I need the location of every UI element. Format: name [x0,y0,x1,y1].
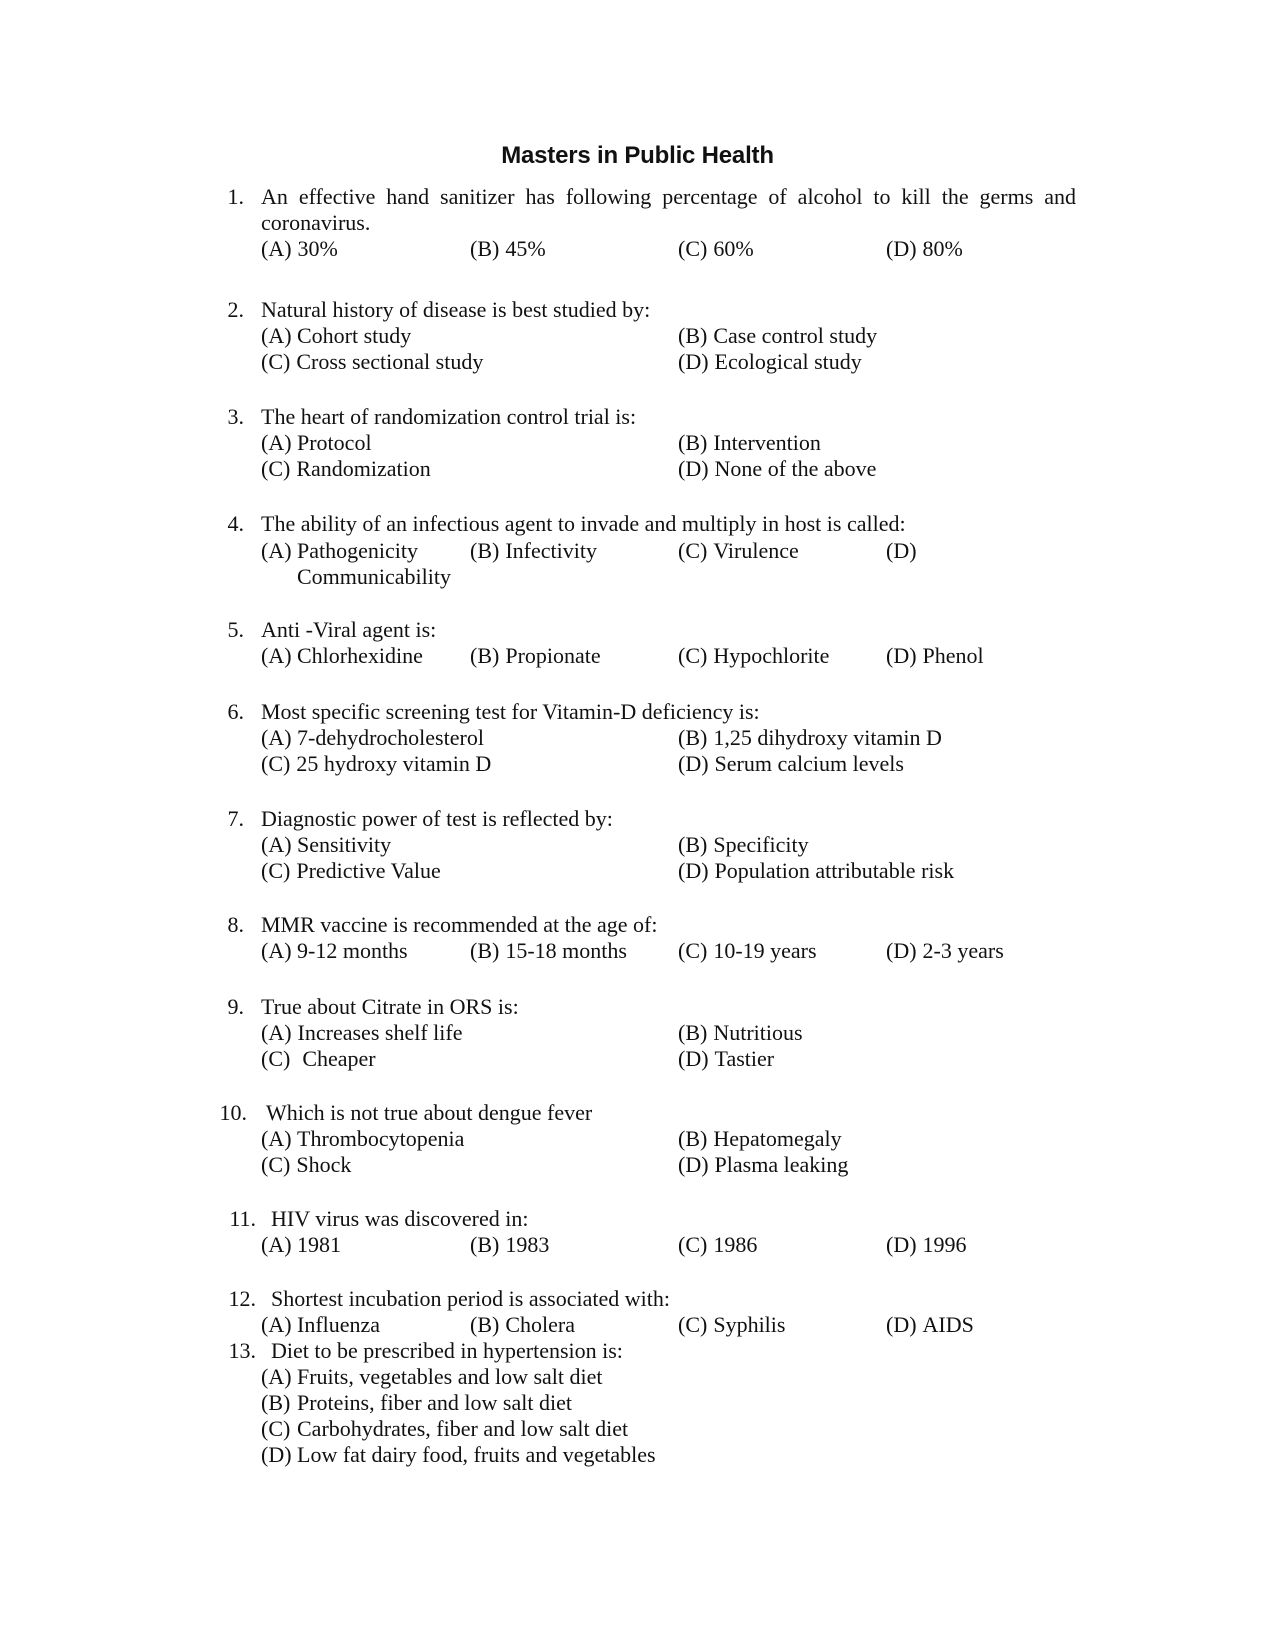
option-a [261,725,484,751]
option-b [470,236,546,262]
option-c [678,236,754,262]
option-d [886,236,963,262]
option-label: (D) [678,456,709,481]
option-text: Low fat dairy food, fruits and vegetables [297,1442,656,1467]
option-text: 1986 [713,1232,758,1257]
option-label: (C) [678,938,708,963]
question-number: 10. [219,1100,247,1125]
option-label: (A) [261,1126,292,1151]
option-label: (C) [678,643,708,668]
option-label: (A) [261,430,292,455]
option-d [886,643,984,669]
option-text: 7-dehydrocholesterol [297,725,484,750]
option-label: (C) [678,1232,708,1257]
option-c [678,538,799,564]
option-label: (B) [470,538,500,563]
option-label: (C) [678,1312,708,1337]
option-label: (A) [261,643,292,668]
question-number: 3. [227,404,244,429]
option-label: (A) [261,1232,292,1257]
option-label: (D) [261,1442,292,1467]
question-number: 9. [227,994,244,1019]
option-d [886,938,1004,964]
option-text: Randomization [296,456,431,481]
question-text: Diagnostic power of test is reflected by: [261,806,613,831]
option-label: (D) [886,1232,917,1257]
option-label: (D) [678,1046,709,1071]
option-b [470,538,597,564]
question-text: Which is not true about dengue fever [266,1100,593,1125]
option-text: Infectivity [505,538,597,563]
option-text: Pathogenicity [297,538,418,563]
option-text: Population attributable risk [714,858,955,883]
option-text: Increases shelf life [297,1020,463,1045]
question-text: An effective hand sanitizer has following percentage of alcohol to kill the germs and coronavirus. [261,184,1076,235]
option-label: (C) [261,1152,291,1177]
option-text: Plasma leaking [714,1152,849,1177]
option-label: (D) [886,643,917,668]
question-text: The heart of randomization control trial is: [261,404,637,429]
option-label: (D) [678,858,709,883]
option-label: (B) [678,430,708,455]
option-d [678,456,876,482]
option-label: (A) [261,538,292,563]
option-a [261,643,423,669]
option-text: 1983 [505,1232,550,1257]
option-label: (A) [261,1364,292,1389]
option-b [678,725,942,751]
option-text: 45% [505,236,546,261]
option-b [678,1020,803,1046]
option-text: 15-18 months [505,938,627,963]
question-text: The ability of an infectious agent to invade and multiply in host is called: [261,511,906,536]
option-a [261,538,418,564]
question-number: 11. [229,1206,256,1231]
option-c [261,456,431,482]
option-b [470,643,601,669]
option-label: (B) [470,236,500,261]
option-d [886,1232,967,1258]
option-a [261,938,408,964]
option-d [678,751,904,777]
question-number: 8. [227,912,244,937]
option-text: Tastier [714,1046,775,1071]
question-text: Diet to be prescribed in hypertension is: [271,1338,623,1363]
option-text: None of the above [714,456,877,481]
option-text: Sensitivity [297,832,392,857]
question-text: True about Citrate in ORS is: [261,994,519,1019]
option-label: (C) [261,1416,291,1441]
option-text: Cholera [505,1312,575,1337]
option-label: (C) [261,456,291,481]
option-c [261,1152,351,1178]
option-c [678,1232,757,1258]
option-b [678,323,877,349]
option-label: (B) [678,725,708,750]
option-d [261,1442,656,1468]
option-label: (D) [886,236,917,261]
option-label: (B) [470,938,500,963]
option-text: 10-19 years [713,938,817,963]
option-text: Serum calcium levels [714,751,904,776]
option-text: 2-3 years [922,938,1004,963]
question-text: Anti -Viral agent is: [261,617,437,642]
option-c [261,1416,628,1442]
question-number: 7. [227,806,244,831]
option-a [261,430,372,456]
option-text: 9-12 months [297,938,408,963]
question-number: 2. [227,297,244,322]
option-d [678,1152,848,1178]
option-label: (B) [678,1126,708,1151]
option-text: Specificity [713,832,809,857]
option-label: (A) [261,832,292,857]
option-text: Protocol [297,430,372,455]
option-d-label: (D) [886,538,917,563]
option-label: (A) [261,725,292,750]
option-text: Thrombocytopenia [297,1126,465,1151]
option-b [470,1312,575,1338]
question-number: 5. [227,617,244,642]
option-b [470,1232,549,1258]
option-a [261,236,338,262]
option-b [678,1126,842,1152]
option-label: (C) [678,236,708,261]
option-d [678,349,862,375]
option-label: (D) [886,938,917,963]
option-text: Nutritious [713,1020,803,1045]
option-text: 30% [297,236,338,261]
option-text: 1,25 dihydroxy vitamin D [713,725,942,750]
option-label: (A) [261,938,292,963]
question-number: 13. [228,1338,256,1363]
option-label: (C) [261,751,291,776]
option-text: 80% [922,236,963,261]
option-d [678,1046,774,1072]
option-label: (A) [261,1312,292,1337]
option-c [678,1312,785,1338]
page-title: Masters in Public Health [501,142,774,169]
question-number: 1. [227,184,244,209]
option-a [261,832,391,858]
question-number: 6. [227,699,244,724]
option-text: 1981 [297,1232,341,1257]
option-text: Chlorhexidine [297,643,423,668]
option-text: 60% [713,236,754,261]
option-text: AIDS [922,1312,974,1337]
option-label: (D) [678,349,709,374]
option-c [261,349,483,375]
option-label: (B) [678,832,708,857]
question-number: 4. [227,511,244,536]
option-a [261,1126,464,1152]
option-text: Influenza [297,1312,381,1337]
option-label: (B) [470,1312,500,1337]
option-a [261,323,411,349]
option-text: Carbohydrates, fiber and low salt diet [297,1416,629,1441]
option-label: (D) [886,1312,917,1337]
option-text: Cheaper [302,1046,376,1071]
option-b [678,832,809,858]
option-text: Hepatomegaly [713,1126,842,1151]
option-label: (C) [261,858,291,883]
option-label: (C) [678,538,708,563]
option-text: 1996 [922,1232,967,1257]
option-text: Cross sectional study [296,349,484,374]
option-c [261,751,491,777]
option-label: (B) [678,1020,708,1045]
option-b [470,938,627,964]
option-label: (A) [261,1020,292,1045]
option-label: (A) [261,323,292,348]
option-b [678,430,821,456]
option-c [261,1046,376,1072]
option-text: 25 hydroxy vitamin D [296,751,492,776]
option-c [678,938,817,964]
option-text: Proteins, fiber and low salt diet [297,1390,572,1415]
option-label: (C) [261,1046,291,1071]
option-d [886,1312,974,1338]
question-text: HIV virus was discovered in: [271,1206,529,1231]
option-text: Phenol [922,643,984,668]
option-text: Virulence [713,538,799,563]
option-a [261,1364,603,1390]
option-label: (D) [678,751,709,776]
option-d [678,858,954,884]
option-text: Case control study [713,323,878,348]
option-label: (B) [470,643,500,668]
option-c [678,643,829,669]
option-label: (A) [261,236,292,261]
option-c [261,858,441,884]
option-text: Hypochlorite [713,643,830,668]
option-label: (B) [470,1232,500,1257]
option-text: Cohort study [297,323,412,348]
option-label: (B) [678,323,708,348]
option-text: Fruits, vegetables and low salt diet [297,1364,603,1389]
option-text: Shock [296,1152,352,1177]
option-text: Propionate [505,643,601,668]
question-text: Shortest incubation period is associated with: [271,1286,670,1311]
option-label: (C) [261,349,291,374]
option-label: (D) [678,1152,709,1177]
option-text: Ecological study [714,349,862,374]
question-text: Most specific screening test for Vitamin-D deficiency is: [261,699,760,724]
option-text: Predictive Value [296,858,441,883]
option-b [261,1390,572,1416]
option-text: Syphilis [713,1312,786,1337]
question-number: 12. [228,1286,256,1311]
option-d-text: Communicability [297,564,451,589]
question-text: MMR vaccine is recommended at the age of: [261,912,658,937]
question-text: Natural history of disease is best studied by: [261,297,651,322]
option-a [261,1232,341,1258]
option-text: Intervention [713,430,821,455]
option-a [261,1312,380,1338]
option-label: (B) [261,1390,291,1415]
option-a [261,1020,462,1046]
